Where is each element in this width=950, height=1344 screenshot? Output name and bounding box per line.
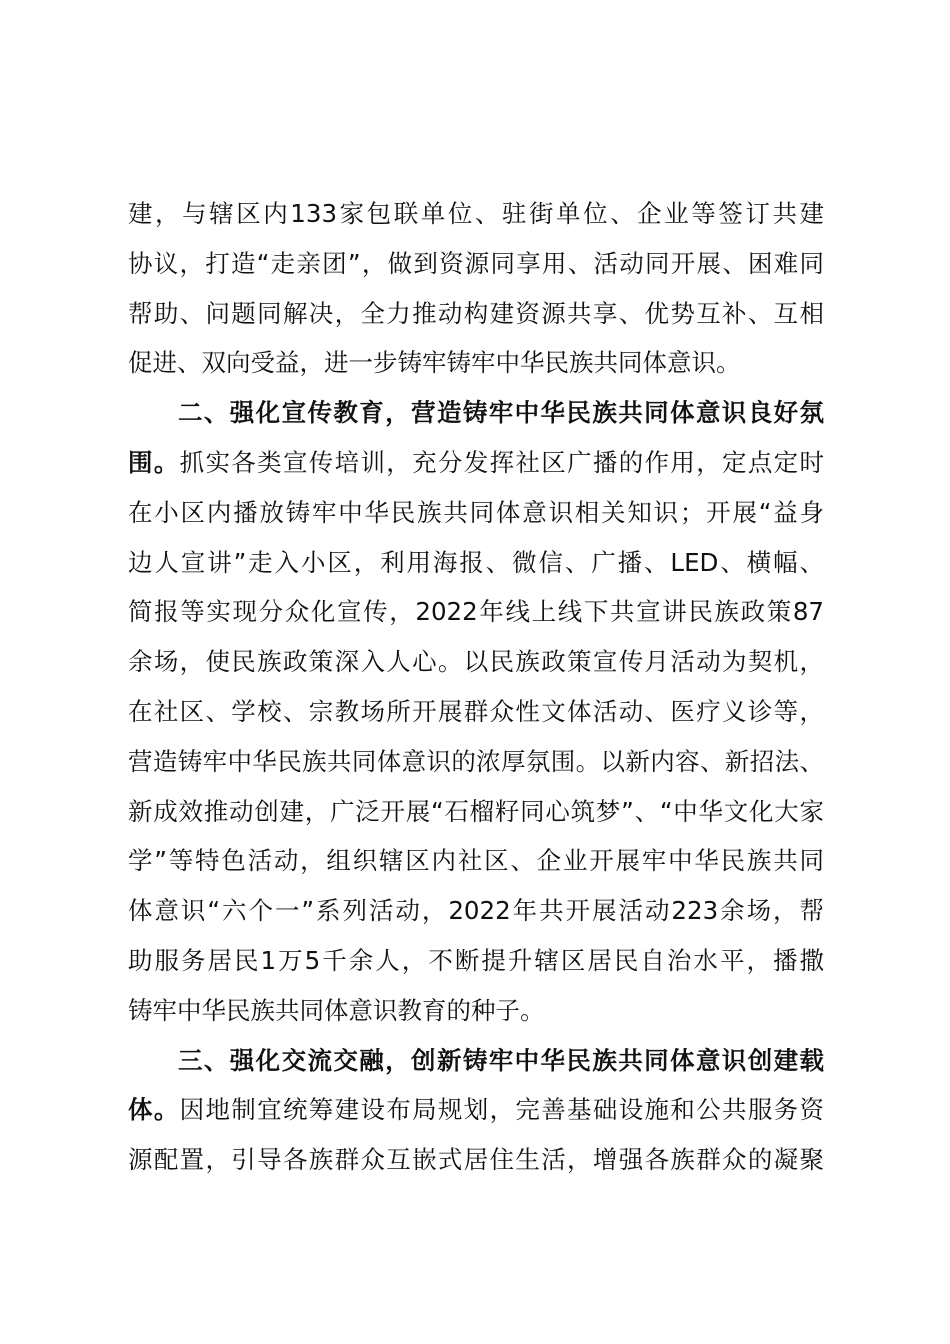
text-line — [128, 587, 824, 637]
document-body — [128, 189, 824, 1185]
body-text: 铸牢中华民族共同体意识教育的种子。 — [128, 995, 545, 1025]
paragraph — [128, 189, 824, 388]
section-heading: 三、强化交流交融，创新铸牢中华民族共同体意识创建载 — [178, 1045, 824, 1075]
text-line — [128, 986, 824, 1036]
text-line — [128, 388, 824, 438]
text-line — [128, 239, 824, 289]
text-line — [128, 338, 824, 388]
paragraph — [128, 1036, 824, 1185]
text-line — [128, 787, 824, 837]
text-line — [128, 1085, 824, 1135]
body-text: 新成效推动创建，广泛开展“石榴籽同心筑梦”、“中华文化大家 — [128, 796, 824, 826]
body-text: 在小区内播放铸牢中华民族共同体意识相关知识；开展“益身 — [128, 497, 824, 527]
text-line — [128, 886, 824, 936]
body-text: 体意识“六个一”系列活动，2022年共开展活动223余场，帮 — [128, 896, 824, 926]
body-text: 在社区、学校、宗教场所开展群众性文体活动、医疗义诊等， — [128, 696, 824, 726]
body-text: 助服务居民1万5千余人，不断提升辖区居民自治水平，播撒 — [128, 945, 824, 975]
body-text: 边人宣讲”走入小区，利用海报、微信、广播、LED、横幅、 — [128, 547, 824, 577]
body-text: 抓实各类宣传培训，充分发挥社区广播的作用，定点定时 — [179, 447, 824, 477]
body-text: 因地制宜统筹建设布局规划，完善基础设施和公共服务资 — [179, 1095, 824, 1125]
text-line — [128, 538, 824, 588]
text-line — [128, 438, 824, 488]
section-heading: 二、强化宣传教育，营造铸牢中华民族共同体意识良好氛 — [178, 398, 824, 428]
body-text: 简报等实现分众化宣传，2022年线上线下共宣讲民族政策87 — [128, 597, 824, 627]
body-text: 营造铸牢中华民族共同体意识的浓厚氛围。以新内容、新招法、 — [128, 746, 824, 776]
text-line — [128, 1135, 824, 1185]
text-line — [128, 836, 824, 886]
text-line — [128, 687, 824, 737]
body-text: 建，与辖区内133家包联单位、驻街单位、企业等签订共建 — [128, 199, 824, 228]
body-text: 协议，打造“走亲团”，做到资源同享用、活动同开展、困难同 — [128, 248, 824, 278]
body-text: 源配置，引导各族群众互嵌式居住生活，增强各族群众的凝聚 — [128, 1145, 824, 1175]
text-line — [128, 289, 824, 339]
paragraph — [128, 388, 824, 1035]
text-line — [128, 637, 824, 687]
body-text: 余场，使民族政策深入人心。以民族政策宣传月活动为契机， — [128, 647, 824, 677]
body-text: 帮助、问题同解决，全力推动构建资源共享、优势互补、互相 — [128, 298, 824, 328]
text-line — [128, 1036, 824, 1086]
body-text: 学”等特色活动，组织辖区内社区、企业开展牢中华民族共同 — [128, 846, 824, 876]
section-heading: 体。 — [128, 1095, 180, 1125]
text-line — [128, 488, 824, 538]
text-line — [128, 936, 824, 986]
body-text: 促进、双向受益，进一步铸牢铸牢中华民族共同体意识。 — [128, 348, 741, 378]
text-line — [128, 189, 824, 239]
text-line — [128, 737, 824, 787]
section-heading: 围。 — [128, 447, 180, 477]
